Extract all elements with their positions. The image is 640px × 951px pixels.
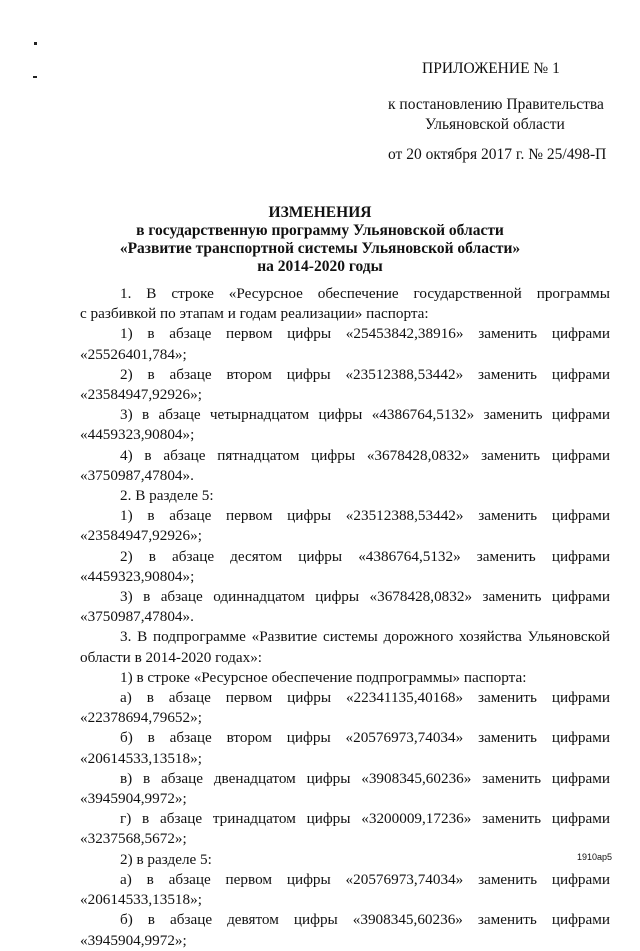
document-code: 1910ар5 — [576, 852, 612, 862]
appendix-label: ПРИЛОЖЕНИЕ № 1 — [422, 60, 560, 77]
body-line: «23584947,92926»; — [80, 386, 202, 404]
body-line: 3) в абзаце одиннадцатом цифры «3678428,0832» заменить цифрами — [120, 588, 610, 606]
body-line: «3945904,9972»; — [80, 790, 187, 808]
body-line: 4) в абзаце пятнадцатом цифры «3678428,0832» заменить цифрами — [120, 446, 610, 464]
body-line: г) в абзаце тринадцатом цифры «3200009,17236» заменить цифрами — [120, 810, 610, 828]
title-subline-2: «Развитие транспортной системы Ульяновской области» — [119, 240, 521, 257]
body-line: 1) в абзаце первом цифры «23512388,53442» заменить цифрами — [120, 507, 610, 525]
body-line: «20614533,13518»; — [80, 891, 202, 909]
body-line: б) в абзаце девятом цифры «3908345,60236» заменить цифрами — [120, 911, 610, 929]
body-line: «3750987,47804». — [80, 466, 194, 484]
body-line: 2) в разделе 5: — [120, 850, 212, 868]
body-line: 1) в строке «Ресурсное обеспечение подпрограммы» паспорта: — [120, 668, 527, 686]
body-line: «4459323,90804»; — [80, 426, 195, 444]
title-subline-1: в государственную программу Ульяновской области — [136, 222, 504, 239]
body-line: б) в абзаце втором цифры «20576973,74034» заменить цифрами — [120, 729, 610, 747]
body-line: области в 2014-2020 годах»: — [80, 648, 263, 666]
body-line: «23584947,92926»; — [80, 527, 202, 545]
body-line: «22378694,79652»; — [80, 709, 202, 727]
body-line: с разбивкой по этапам и годам реализации» паспорта: — [80, 305, 429, 323]
resolution-reference: к постановлению Правительства — [388, 96, 604, 113]
resolution-date-number: от 20 октября 2017 г. № 25/498-П — [388, 146, 607, 163]
body-line: «25526401,784»; — [80, 345, 187, 363]
body-line: 2) в абзаце втором цифры «23512388,53442» заменить цифрами — [120, 365, 610, 383]
body-line: 2) в абзаце десятом цифры «4386764,5132» заменить цифрами — [120, 547, 610, 565]
body-line: 1. В строке «Ресурсное обеспечение государственной программы — [120, 285, 610, 302]
document-body — [80, 284, 610, 951]
body-line: «3237568,5672»; — [80, 830, 187, 848]
body-line: «3945904,9972»; — [80, 931, 187, 949]
document-title: ИЗМЕНЕНИЯ — [268, 204, 372, 221]
region-name: Ульяновской области — [425, 116, 565, 133]
scan-mark-bottom — [33, 76, 37, 78]
scan-mark-top — [34, 42, 37, 45]
body-line: 3) в абзаце четырнадцатом цифры «4386764,5132» заменить цифрами — [120, 406, 610, 424]
body-line: «4459323,90804»; — [80, 567, 195, 585]
body-line: в) в абзаце двенадцатом цифры «3908345,60236» заменить цифрами — [120, 769, 610, 787]
body-line: 3. В подпрограмме «Развитие системы дорожного хозяйства Ульяновской — [120, 628, 610, 646]
body-line: 2. В разделе 5: — [120, 487, 214, 505]
body-line: «20614533,13518»; — [80, 749, 202, 767]
body-line: а) в абзаце первом цифры «20576973,74034» заменить цифрами — [120, 870, 610, 888]
title-subline-3: на 2014-2020 годы — [257, 258, 383, 275]
body-line: «3750987,47804». — [80, 608, 194, 626]
body-line: а) в абзаце первом цифры «22341135,40168» заменить цифрами — [120, 689, 610, 707]
body-line: 1) в абзаце первом цифры «25453842,38916» заменить цифрами — [120, 325, 610, 343]
